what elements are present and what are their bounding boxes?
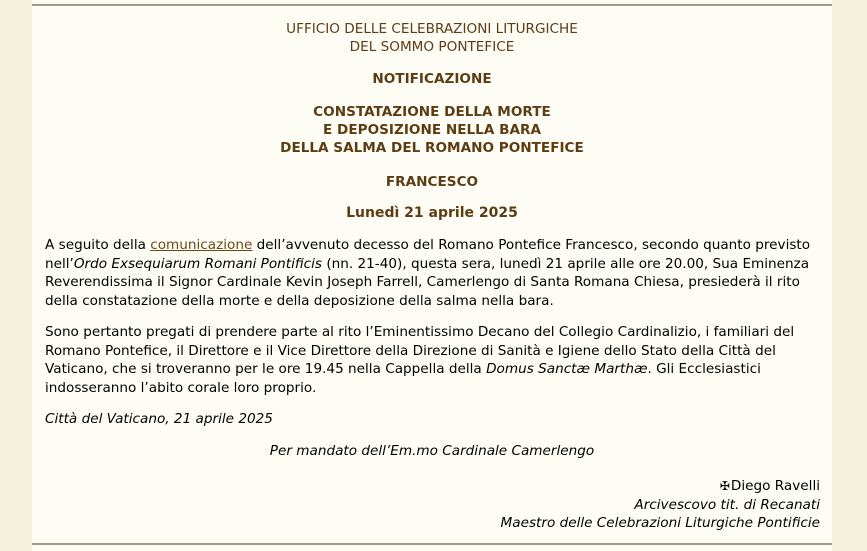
mandate-line: Per mandato dell’Em.mo Cardinale Camerlengo bbox=[269, 443, 595, 459]
office-heading bbox=[32, 20, 832, 56]
subject-line-1: CONSTATAZIONE DELLA MORTE bbox=[313, 104, 551, 120]
subject-heading bbox=[32, 103, 832, 157]
place-date: Città del Vaticano, 21 aprile 2025 bbox=[45, 411, 273, 427]
document-date: Lunedì 21 aprile 2025 bbox=[346, 205, 518, 221]
top-divider bbox=[32, 4, 832, 6]
p1-text-1: A seguito della bbox=[45, 237, 151, 253]
signatory-title-2: Maestro delle Celebrazioni Liturgiche Pontificie bbox=[500, 515, 820, 531]
bottom-divider bbox=[32, 543, 832, 545]
communication-link[interactable]: comunicazione bbox=[150, 237, 253, 253]
paragraph-2 bbox=[45, 323, 825, 397]
notification-title: NOTIFICAZIONE bbox=[372, 71, 492, 87]
signatory-name: Diego Ravelli bbox=[730, 478, 820, 494]
subject-line-3: DELLA SALMA DEL ROMANO PONTEFICE bbox=[280, 140, 584, 156]
office-line-2: DEL SOMMO PONTEFICE bbox=[349, 39, 515, 55]
paragraph-1 bbox=[45, 236, 825, 310]
pope-name: FRANCESCO bbox=[385, 174, 479, 190]
signatory-title-1: Arcivescovo tit. di Recanati bbox=[634, 496, 820, 513]
signatory-line bbox=[501, 477, 820, 496]
ordo-title: Ordo Exsequiarum Romani Pontificis bbox=[73, 255, 323, 272]
p1-text-3: (nn. 21-40), questa sera, lunedì 21 aprile alle ore 20.00, Sua Eminenza Reverendissima il Signor Cardinale Kevin Joseph Farrell, Camerlengo di Santa Romana Chiesa, presiederà il rito della constatazione della morte e della deposizione della salma nella bara. bbox=[45, 255, 810, 309]
p2-text-2: . Gli Ecclesiastici indosseranno l’abito corale loro proprio. bbox=[45, 361, 761, 396]
office-line-1: UFFICIO DELLE CELEBRAZIONI LITURGICHE bbox=[286, 21, 578, 37]
domus-name: Domus Sanctæ Marthæ bbox=[486, 361, 648, 377]
document-page bbox=[32, 0, 832, 551]
subject-line-2: E DEPOSIZIONE NELLA BARA bbox=[323, 122, 541, 138]
p2-text-1: Sono pertanto pregati di prendere parte al rito l’Eminentissimo Decano del Collegio Cardinalizio, i familiari del Romano Pontefice, il Direttore e il Vice Direttore della Direzione di Sanità e Igiene dello Stato della Città del Vaticano, che si troveranno per le ore 19.45 nella Cappella della bbox=[45, 324, 795, 377]
signature-block bbox=[501, 477, 820, 533]
p1-text-2: dell’avvenuto decesso del Romano Pontefice Francesco, secondo quanto previsto nell’ bbox=[45, 237, 811, 272]
cross-icon: ✠ bbox=[719, 479, 730, 493]
